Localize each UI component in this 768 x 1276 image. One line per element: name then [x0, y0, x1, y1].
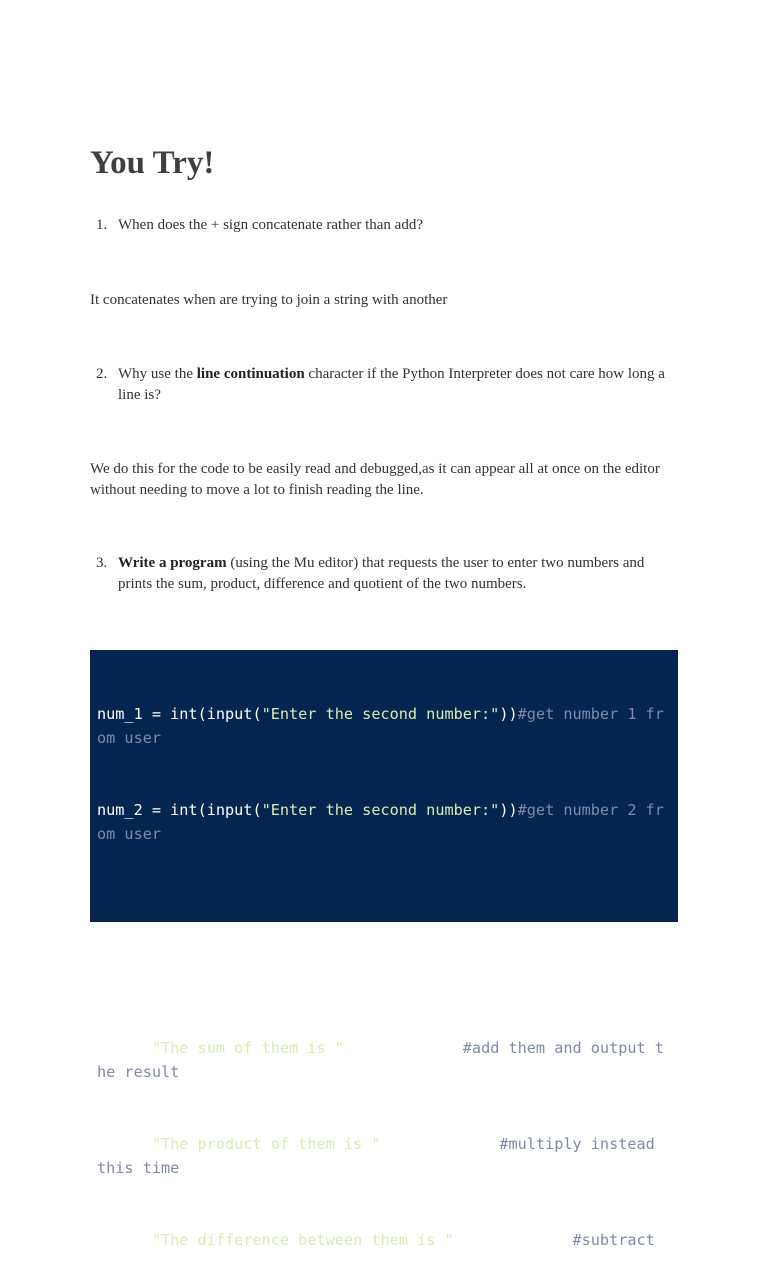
code-string: "Enter the second number:" [261, 801, 500, 819]
code-token: print() [97, 967, 162, 985]
code-line [97, 1228, 671, 1252]
page-title: You Try! [90, 145, 215, 181]
code-line [97, 702, 671, 750]
code-token: num_2 = int(input( [97, 801, 262, 819]
code-line [97, 798, 671, 846]
code-string: "The sum of them is " [151, 1039, 344, 1057]
code-comment: #subtract [572, 1231, 655, 1249]
code-token: num_1 = int(input( [97, 705, 262, 723]
code-token: print( [97, 1039, 152, 1057]
code-line [97, 1036, 671, 1084]
question-text: When does the + sign concatenate rather than add? [118, 217, 423, 233]
code-string: "The difference between them is " [151, 1231, 454, 1249]
code-comment: #get number 1 from user [97, 705, 664, 747]
code-token: ,num_1*num_2) [380, 1135, 500, 1153]
code-line [97, 964, 671, 988]
question-text [118, 364, 680, 406]
code-token: )) [499, 705, 518, 723]
code-comment: #multiply instead this time [97, 1135, 664, 1177]
code-line [97, 1132, 671, 1180]
question-text-post: character if the Python Interpreter does not care how long a line is? [118, 366, 665, 403]
code-comment: #add them and output the result [97, 1039, 664, 1081]
code-token: print( [97, 1231, 152, 1249]
code-line-blank [97, 894, 671, 916]
question-text-bold: Write a program [118, 555, 227, 571]
code-string: "Enter the second number:" [261, 705, 500, 723]
code-comment: #get number 2 from user [97, 801, 664, 843]
code-token: ,num_1-num_2) [453, 1231, 573, 1249]
question-text-pre: Why use the [118, 366, 197, 382]
code-token: )) [499, 801, 518, 819]
question-text [118, 553, 680, 595]
question-number: 3. [96, 555, 108, 571]
code-string: "The product of them is " [151, 1135, 381, 1153]
answer-2: We do this for the code to be easily read and debugged,as it can appear all at once on the editor without needing to move a lot to finish reading the line. [90, 461, 660, 498]
question-1 [90, 215, 680, 236]
code-token: ,num_1+num_2) [343, 1039, 463, 1057]
question-number: 2. [96, 366, 108, 382]
question-3 [90, 553, 680, 595]
code-token: print( [97, 1135, 152, 1153]
code-block [90, 650, 678, 1249]
answer-1: It concatenates when are trying to join a string with another [90, 292, 448, 308]
question-text-bold: line continuation [196, 366, 305, 382]
question-number: 1. [96, 217, 108, 233]
question-text-post: (using the Mu editor) that requests the user to enter two numbers and prints the sum, product, difference and quotient of the two numbers. [118, 555, 645, 592]
question-2 [90, 364, 680, 406]
